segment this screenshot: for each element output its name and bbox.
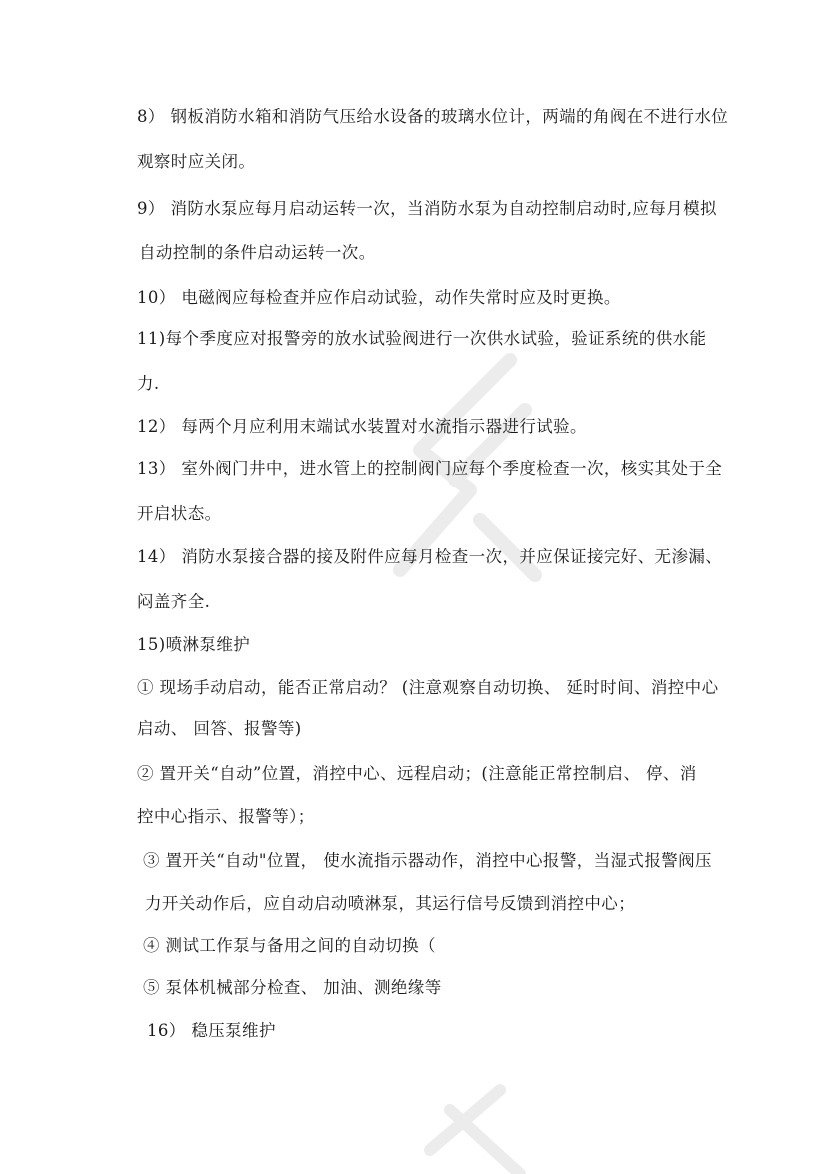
text-line: 12） 每两个月应利用末端试水装置对水流指示器进行试验。 [137, 417, 587, 436]
text-line: 启动、 回答、报警等) [137, 719, 302, 738]
text-line: 9） 消防水泵应每月启动运转一次，当消防水泵为自动控制启动时,应每月模拟 [137, 199, 717, 218]
text-line: 力. [137, 374, 160, 393]
text-line: 11)每个季度应对报警旁的放水试验阀进行一次供水试验，验证系统的供水能 [137, 329, 707, 348]
text-line: 力开关动作后，应自动启动喷淋泵，其运行信号反馈到消控中心； [145, 894, 636, 913]
text-line: ③ 置开关“自动"位置， 使水流指示器动作，消控中心报警，当湿式报警阀压 [143, 851, 712, 870]
text-line: ⑤ 泵体机械部分检查、 加油、测绝缘等 [143, 978, 442, 997]
text-line: 13） 室外阀门井中，进水管上的控制阀门应每个季度检查一次，核实其处于全 [137, 459, 723, 478]
text-line: 16） 稳压泵维护 [147, 1021, 276, 1040]
text-line: 自动控制的条件启动运转一次。 [139, 243, 376, 262]
text-line: 开启状态。 [137, 504, 222, 523]
text-line: 14） 消防水泵接合器的接及附件应每月检查一次，并应保证接完好、无渗漏、 [137, 547, 723, 566]
text-line: 观察时应关闭。 [137, 152, 256, 171]
watermark-logo-bottom [380, 1080, 540, 1174]
text-line: 15)喷淋泵维护 [137, 635, 251, 654]
text-line: 闷盖齐全. [137, 592, 211, 611]
text-line: ④ 测试工作泵与备用之间的自动切换（ [143, 936, 436, 955]
text-line: ② 置开关“自动”位置，消控中心、远程启动；(注意能正常控制启、 停、消 [137, 764, 697, 783]
text-line: 10） 电磁阀应每检查并应作启动试验，动作失常时应及时更换。 [137, 288, 621, 307]
text-line: 控中心指示、报警等）； [137, 807, 315, 826]
text-line: 8） 钢板消防水箱和消防气压给水设备的玻璃水位计，两端的角阀在不进行水位 [137, 107, 729, 126]
text-line: ① 现场手动启动，能否正常启动？ (注意观察自动切换、 延时时间、消控中心 [137, 678, 719, 697]
